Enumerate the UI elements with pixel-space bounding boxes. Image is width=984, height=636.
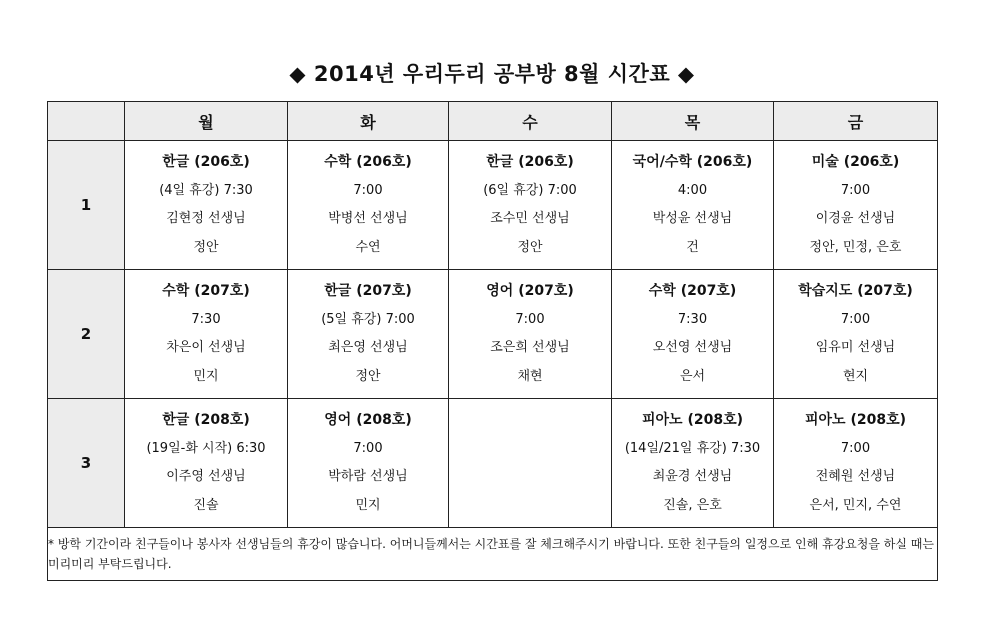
class-cell bbox=[612, 270, 774, 399]
class-time: 7:30 bbox=[677, 311, 708, 327]
class-teacher: 이주영 선생님 bbox=[166, 469, 246, 484]
class-subject: 한글 (207호) bbox=[324, 283, 412, 299]
class-teacher: 조수민 선생님 bbox=[490, 211, 570, 226]
class-time: (14일/21일 휴강) 7:30 bbox=[624, 440, 761, 456]
class-subject: 학습지도 (207호) bbox=[798, 283, 913, 299]
class-students: 채현 bbox=[517, 368, 543, 384]
page-title: ◆ 2014년 우리두리 공부방 8월 시간표 ◆ bbox=[289, 62, 695, 86]
class-teacher: 박하람 선생님 bbox=[328, 469, 408, 484]
class-students: 정안 bbox=[517, 239, 543, 255]
class-subject: 수학 (207호) bbox=[162, 283, 250, 299]
period-row bbox=[48, 399, 938, 528]
class-teacher: 차은이 선생님 bbox=[166, 340, 246, 355]
class-students: 진솔 bbox=[193, 497, 219, 513]
class-subject: 한글 (206호) bbox=[486, 154, 574, 170]
day-header: 월 bbox=[125, 102, 288, 141]
class-teacher: 박병선 선생님 bbox=[328, 211, 408, 226]
class-subject: 국어/수학 (206호) bbox=[632, 154, 753, 170]
class-cell bbox=[288, 270, 449, 399]
class-cell bbox=[449, 270, 612, 399]
period-label: 3 bbox=[48, 399, 125, 528]
class-time: 7:00 bbox=[353, 440, 383, 456]
class-students: 민지 bbox=[193, 368, 219, 384]
class-cell bbox=[125, 141, 288, 270]
class-subject: 피아노 (208호) bbox=[642, 412, 743, 428]
day-header: 목 bbox=[612, 102, 774, 141]
class-time: 4:00 bbox=[677, 182, 708, 198]
class-students: 정안 bbox=[193, 239, 219, 255]
class-students: 정안, 민정, 은호 bbox=[809, 239, 902, 255]
class-teacher: 김현정 선생님 bbox=[166, 211, 246, 226]
period-row bbox=[48, 270, 938, 399]
class-students: 진솔, 은호 bbox=[663, 497, 722, 513]
class-time: 7:00 bbox=[353, 182, 383, 198]
class-time: (6일 휴강) 7:00 bbox=[483, 182, 577, 198]
class-students: 은서, 민지, 수연 bbox=[809, 497, 902, 513]
class-time: 7:00 bbox=[840, 440, 871, 456]
period-label: 2 bbox=[48, 270, 125, 399]
class-subject: 미술 (206호) bbox=[811, 154, 900, 170]
class-cell bbox=[612, 141, 774, 270]
class-cell bbox=[774, 399, 938, 528]
class-teacher: 임유미 선생님 bbox=[815, 340, 896, 355]
day-header: 수 bbox=[449, 102, 612, 141]
class-cell bbox=[449, 399, 612, 528]
class-cell bbox=[288, 399, 449, 528]
class-teacher: 최윤경 선생님 bbox=[652, 469, 733, 484]
class-students: 수연 bbox=[355, 239, 381, 255]
note-row bbox=[48, 528, 938, 581]
class-students: 은서 bbox=[679, 368, 706, 384]
class-students: 현지 bbox=[842, 368, 869, 384]
class-time: (19일-화 시작) 6:30 bbox=[146, 440, 266, 456]
class-time: 7:00 bbox=[515, 311, 545, 327]
class-time: 7:30 bbox=[191, 311, 221, 327]
class-teacher: 전혜원 선생님 bbox=[815, 469, 896, 484]
class-time: (5일 휴강) 7:00 bbox=[321, 311, 415, 327]
day-header: 화 bbox=[288, 102, 449, 141]
period-label: 1 bbox=[48, 141, 125, 270]
class-teacher: 오선영 선생님 bbox=[652, 340, 733, 355]
class-cell bbox=[612, 399, 774, 528]
class-teacher: 조은희 선생님 bbox=[490, 340, 570, 355]
corner-cell bbox=[48, 102, 125, 141]
class-subject: 영어 (207호) bbox=[486, 283, 574, 299]
class-students: 정안 bbox=[355, 368, 381, 384]
class-students: 건 bbox=[686, 239, 699, 255]
class-cell bbox=[449, 141, 612, 270]
class-subject: 수학 (207호) bbox=[648, 283, 737, 299]
class-cell bbox=[774, 270, 938, 399]
class-subject: 한글 (206호) bbox=[162, 154, 250, 170]
class-cell bbox=[288, 141, 449, 270]
class-cell bbox=[125, 270, 288, 399]
class-subject: 한글 (208호) bbox=[162, 412, 250, 428]
class-cell bbox=[125, 399, 288, 528]
class-time: 7:00 bbox=[840, 182, 871, 198]
note-text: * 방학 기간이라 친구들이나 봉사자 선생님들의 휴강이 많습니다. 어머니들께서는 시간표를 잘 체크해주시기 바랍니다. 또한 친구들의 일정으로 인해 휴강요청을 하실 때는 미리미리 부탁드립니다. bbox=[48, 528, 938, 581]
class-teacher: 최은영 선생님 bbox=[328, 340, 408, 355]
header-row bbox=[48, 102, 938, 141]
class-subject: 영어 (208호) bbox=[324, 412, 412, 428]
class-subject: 수학 (206호) bbox=[324, 154, 412, 170]
class-teacher: 박성윤 선생님 bbox=[652, 211, 733, 226]
class-cell bbox=[774, 141, 938, 270]
class-teacher: 이경윤 선생님 bbox=[815, 211, 896, 226]
class-subject: 피아노 (208호) bbox=[805, 412, 906, 428]
day-header: 금 bbox=[774, 102, 938, 141]
timetable bbox=[47, 101, 938, 581]
class-students: 민지 bbox=[355, 497, 381, 513]
period-row bbox=[48, 141, 938, 270]
class-time: 7:00 bbox=[840, 311, 871, 327]
class-time: (4일 휴강) 7:30 bbox=[159, 182, 253, 198]
